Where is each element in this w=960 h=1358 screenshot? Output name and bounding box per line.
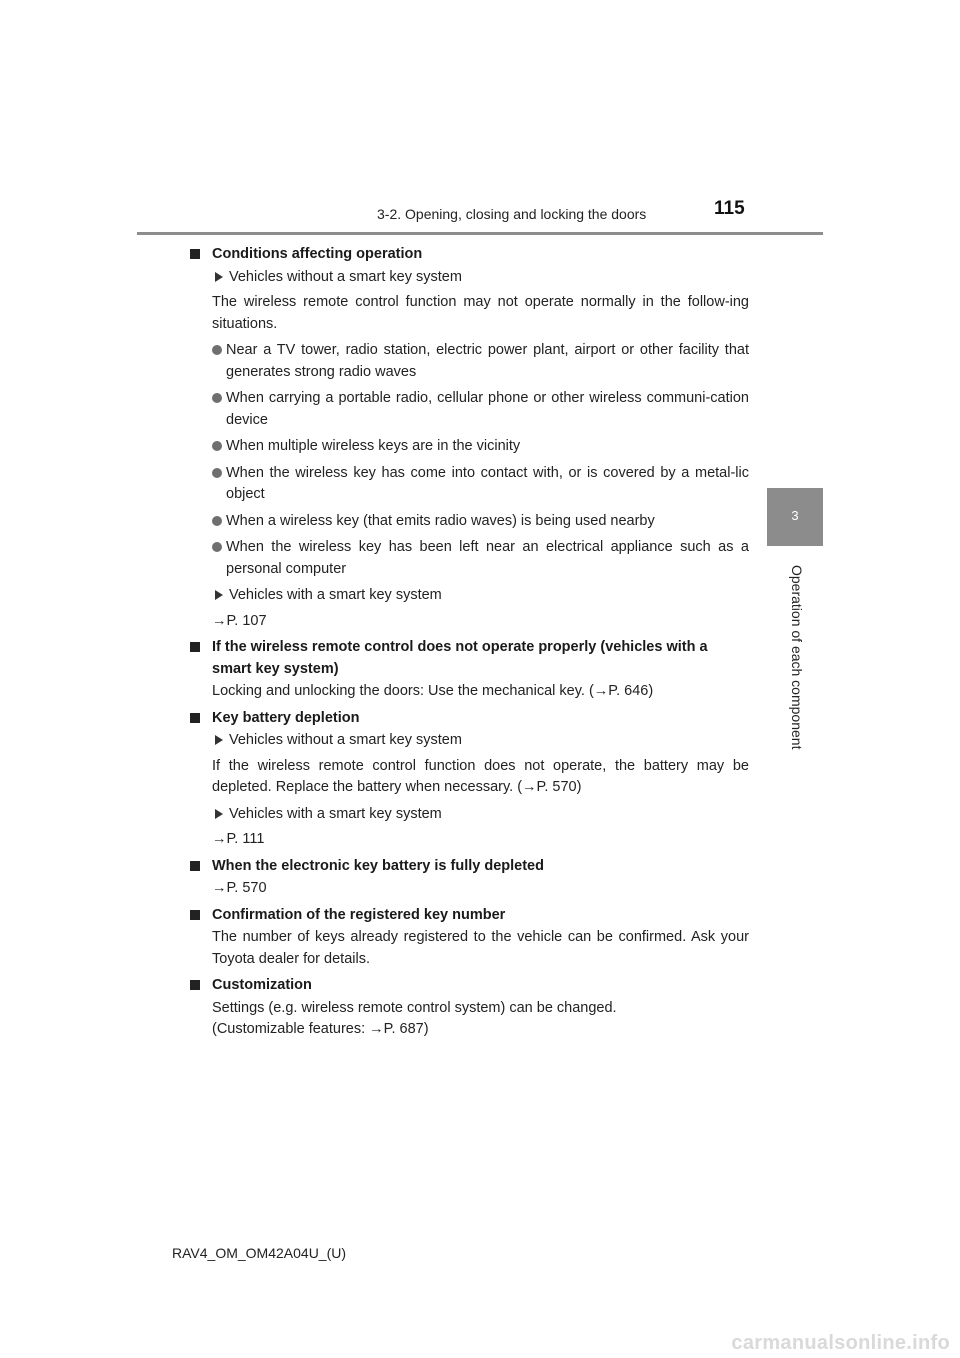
list-item: When the wireless key has come into contact with, or is covered by a metal-lic object: [212, 463, 749, 506]
section-heading-depleted: When the electronic key battery is fully depleted: [212, 856, 749, 878]
square-bullet-icon: [190, 642, 200, 652]
page-content: [212, 244, 749, 1041]
circle-bullet-icon: [212, 516, 222, 526]
section-heading-battery: Key battery depletion: [212, 708, 749, 730]
subheading: Vehicles with a smart key system: [212, 585, 749, 607]
section-heading-customization: Customization: [212, 975, 749, 997]
watermark: carmanualsonline.info: [731, 1332, 950, 1354]
square-bullet-icon: [190, 980, 200, 990]
chapter-label: Operation of each component: [789, 565, 805, 750]
subheading: Vehicles without a smart key system: [212, 730, 749, 752]
list-item: Near a TV tower, radio station, electric power plant, airport or other facility that generates strong radio waves: [212, 340, 749, 383]
circle-bullet-icon: [212, 542, 222, 552]
page-number: 115: [714, 198, 745, 219]
section-heading-conditions: Conditions affecting operation: [212, 244, 749, 266]
square-bullet-icon: [190, 249, 200, 259]
page-reference: →P. 111: [212, 831, 265, 847]
paragraph: The wireless remote control function may not operate normally in the follow-ing situations.: [212, 294, 749, 332]
list-item: When multiple wireless keys are in the vicinity: [212, 436, 749, 458]
header-divider: [137, 232, 823, 235]
paragraph: The number of keys already registered to the vehicle can be confirmed. Ask your Toyota dealer for details.: [212, 929, 749, 967]
list-item: When a wireless key (that emits radio waves) is being used nearby: [212, 511, 749, 533]
triangle-bullet-icon: [215, 735, 223, 745]
subheading: Vehicles without a smart key system: [212, 267, 749, 289]
paragraph-line: (Customizable features: →P. 687): [212, 1021, 429, 1037]
triangle-bullet-icon: [215, 590, 223, 600]
chapter-tab: [767, 488, 823, 546]
paragraph-line: Settings (e.g. wireless remote control system) can be changed.: [212, 999, 617, 1016]
document-code: RAV4_OM_OM42A04U_(U): [172, 1245, 347, 1261]
paragraph: Locking and unlocking the doors: Use the mechanical key. (→P. 646): [212, 683, 654, 699]
page-reference: →P. 570: [212, 880, 267, 896]
list-item: When the wireless key has been left near an electrical appliance such as a personal computer: [212, 537, 749, 580]
square-bullet-icon: [190, 713, 200, 723]
square-bullet-icon: [190, 910, 200, 920]
subheading: Vehicles with a smart key system: [212, 804, 749, 826]
section-heading-confirmation: Confirmation of the registered key number: [212, 905, 749, 927]
page-reference: →P. 107: [212, 612, 267, 629]
triangle-bullet-icon: [215, 272, 223, 282]
section-heading-not-operate: If the wireless remote control does not operate properly (vehicles with a smart key system): [212, 637, 749, 680]
section-title: 3-2. Opening, closing and locking the doors: [377, 206, 647, 222]
triangle-bullet-icon: [215, 809, 223, 819]
paragraph: If the wireless remote control function does not operate, the battery may be depleted. Replace the battery when necessary. (→P. 570): [212, 757, 749, 795]
circle-bullet-icon: [212, 468, 222, 478]
square-bullet-icon: [190, 861, 200, 871]
circle-bullet-icon: [212, 345, 222, 355]
circle-bullet-icon: [212, 393, 222, 403]
chapter-number: 3: [791, 508, 799, 523]
circle-bullet-icon: [212, 441, 222, 451]
list-item: When carrying a portable radio, cellular phone or other wireless communi-cation device: [212, 388, 749, 431]
